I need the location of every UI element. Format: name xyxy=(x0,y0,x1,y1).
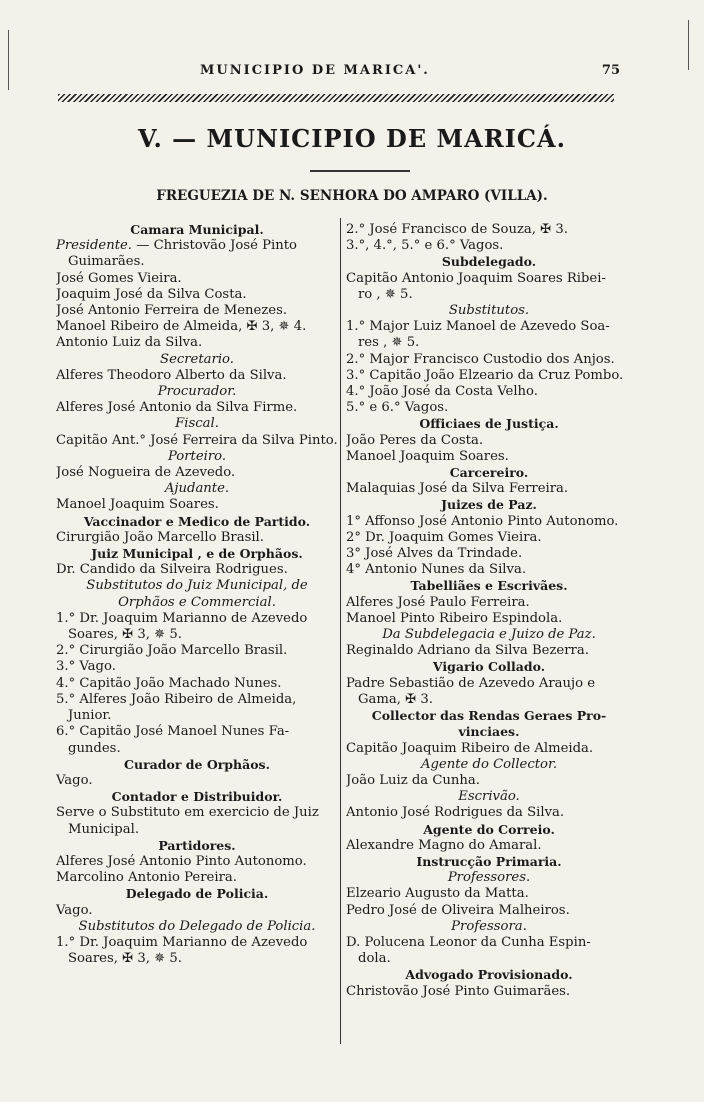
entry-continuation: res , ✵ 5. xyxy=(358,335,420,351)
entry-line: 1.° Dr. Joaquim Marianno de Azevedo xyxy=(56,934,308,950)
section-heading: Subdelegado. xyxy=(441,254,537,270)
entry-line: Elzeario Augusto da Matta. xyxy=(346,886,529,902)
entry-text: — Christovão José Pinto xyxy=(132,238,297,254)
entry-line: Capitão Joaquim Ribeiro de Almeida. xyxy=(346,740,594,756)
section-heading: Vaccinador e Medico de Partido. xyxy=(83,513,311,529)
entry-line: 2.° Major Francisco Custodio dos Anjos. xyxy=(346,351,615,367)
entry-line: Alferes José Paulo Ferreira. xyxy=(346,594,530,610)
role-subheading: Fiscal. xyxy=(175,416,219,432)
entry-line xyxy=(56,238,338,254)
entry-line: 4° Antonio Nunes da Silva. xyxy=(346,562,527,578)
entry-line: Manoel Joaquim Soares. xyxy=(346,448,509,464)
entry-line: Capitão Ant.° José Ferreira da Silva Pinto. xyxy=(56,432,338,448)
entry-line: 4.° João José da Costa Velho. xyxy=(346,384,538,400)
entry-line: Antonio José Rodrigues da Silva. xyxy=(346,805,565,821)
section-heading: Advogado Provisionado. xyxy=(405,967,573,983)
entry-line: Alexandre Magno do Amaral. xyxy=(346,837,542,853)
entry-continuation: Guimarães. xyxy=(68,254,145,270)
entry-line: 6.° Capitão José Manoel Nunes Fa- xyxy=(56,724,290,740)
section-heading: Instrucção Primaria. xyxy=(416,853,562,869)
entry-continuation: Soares, ✠ 3, ✵ 5. xyxy=(68,627,182,643)
section-heading: Camara Municipal. xyxy=(130,222,264,237)
entry-continuation: gundes. xyxy=(68,740,121,756)
parish-title: FREGUEZIA DE N. SENHORA DO AMPARO (VILLA). xyxy=(156,188,548,204)
entry-label: Presidente. xyxy=(56,238,133,254)
entry-line: Serve o Substituto em exercicio de Juiz xyxy=(56,805,319,821)
entry-line: Joaquim José da Silva Costa. xyxy=(56,286,247,302)
role-subheading: Secretario. xyxy=(160,351,234,367)
entry-line: 3° José Alves da Trindade. xyxy=(346,546,523,562)
entry-line: José Gomes Vieira. xyxy=(56,270,182,286)
entry-line: 2.° José Francisco de Souza, ✠ 3. xyxy=(346,222,568,237)
section-heading: Collector das Rendas Geraes Pro- xyxy=(371,708,607,724)
role-subheading: Substitutos do Juiz Municipal, de xyxy=(86,578,308,594)
entry-line: José Antonio Ferreira de Menezes. xyxy=(56,303,288,319)
section-heading: Contador e Distribuidor. xyxy=(111,789,283,805)
right-column xyxy=(346,222,632,1000)
role-subheading: Porteiro. xyxy=(167,448,227,464)
entry-line: Manoel Joaquim Soares. xyxy=(56,497,219,513)
section-heading: Agente do Correio. xyxy=(423,821,555,837)
column-divider xyxy=(340,218,341,1044)
section-heading: Curador de Orphãos. xyxy=(124,756,270,772)
entry-line: 4.° Capitão João Machado Nunes. xyxy=(56,675,282,691)
entry-line: Alferes Theodoro Alberto da Silva. xyxy=(56,367,287,383)
entry-line: D. Polucena Leonor da Cunha Espin- xyxy=(346,934,591,950)
role-subheading: Procurador. xyxy=(157,384,237,400)
entry-line: Capitão Antonio Joaquim Soares Ribei- xyxy=(346,270,606,286)
section-heading: Carcereiro. xyxy=(449,465,529,481)
section-heading: Juiz Municipal , e de Orphãos. xyxy=(91,546,303,562)
entry-line: João Luiz da Cunha. xyxy=(346,772,480,788)
entry-line: 1.° Dr. Joaquim Marianno de Azevedo xyxy=(56,610,308,626)
entry-continuation: dola. xyxy=(358,951,391,967)
entry-line: 5.° Alferes João Ribeiro de Almeida, xyxy=(56,691,297,707)
section-heading: Officiaes de Justiça. xyxy=(419,416,559,432)
entry-line: Christovão José Pinto Guimarães. xyxy=(346,983,571,999)
entry-continuation: Gama, ✠ 3. xyxy=(358,691,433,707)
entry-line: Pedro José de Oliveira Malheiros. xyxy=(346,902,570,918)
entry-line: Manoel Ribeiro de Almeida, ✠ 3, ✵ 4. xyxy=(56,319,307,335)
entry-line: 1.° Major Luiz Manoel de Azevedo Soa- xyxy=(346,319,610,335)
section-underline xyxy=(310,170,410,172)
entry-line: Marcolino Antonio Pereira. xyxy=(56,870,237,886)
entry-continuation: ro , ✵ 5. xyxy=(358,286,413,302)
entry-continuation: Municipal. xyxy=(68,821,140,837)
role-subheading: Professores. xyxy=(447,870,531,886)
entry-line: 1° Affonso José Antonio Pinto Autonomo. xyxy=(346,513,619,529)
entry-line: Vago. xyxy=(56,902,93,918)
section-heading: Vigario Collado. xyxy=(432,659,546,675)
entry-line: Alferes José Antonio da Silva Firme. xyxy=(56,400,298,416)
entry-line: Reginaldo Adriano da Silva Bezerra. xyxy=(346,643,589,659)
role-subheading: Agente do Collector. xyxy=(420,756,558,772)
margin-mark xyxy=(688,20,689,70)
role-subheading: Escrivão. xyxy=(458,789,520,805)
running-head xyxy=(60,63,620,83)
entry-line: Dr. Candido da Silveira Rodrigues. xyxy=(56,562,288,578)
section-heading: Delegado de Policia. xyxy=(125,886,269,902)
role-subheading: Professora. xyxy=(451,918,527,934)
role-subheading: Ajudante. xyxy=(164,481,230,497)
entry-continuation: Soares, ✠ 3, ✵ 5. xyxy=(68,951,182,967)
role-subheading: Da Subdelegacia e Juizo de Paz. xyxy=(382,627,596,643)
entry-line: 2° Dr. Joaquim Gomes Vieira. xyxy=(346,529,542,545)
entry-line: Malaquias José da Silva Ferreira. xyxy=(346,481,569,497)
section-heading: Juizes de Paz. xyxy=(441,497,537,513)
entry-line: Padre Sebastião de Azevedo Araujo e xyxy=(346,675,596,691)
section-heading: Tabelliães e Escrivães. xyxy=(410,578,568,594)
decorative-rule xyxy=(58,94,614,102)
section-heading: vinciaes. xyxy=(458,724,520,740)
entry-line: Manoel Pinto Ribeiro Espindola. xyxy=(346,610,563,626)
entry-line: 3.°, 4.°, 5.° e 6.° Vagos. xyxy=(346,238,504,254)
left-column xyxy=(56,222,338,967)
role-subheading: Substitutos. xyxy=(448,303,530,319)
role-subheading: Substitutos do Delegado de Policia. xyxy=(78,918,316,934)
running-head-title: MUNICIPIO DE MARICA'. xyxy=(200,63,430,78)
entry-line: Antonio Luiz da Silva. xyxy=(56,335,203,351)
entry-line: João Peres da Costa. xyxy=(346,432,484,448)
entry-line: 3.° Capitão João Elzeario da Cruz Pombo. xyxy=(346,367,624,383)
entry-line: Vago. xyxy=(56,772,93,788)
entry-line: 2.° Cirurgião João Marcello Brasil. xyxy=(56,643,288,659)
page-number: 75 xyxy=(601,63,620,78)
section-title: V. — MUNICIPIO DE MARICÁ. xyxy=(138,124,566,153)
entry-line: 3.° Vago. xyxy=(56,659,116,675)
section-heading: Partidores. xyxy=(158,837,236,853)
entry-line: Alferes José Antonio Pinto Autonomo. xyxy=(56,853,307,869)
entry-line: José Nogueira de Azevedo. xyxy=(56,465,236,481)
entry-continuation: Junior. xyxy=(68,708,112,724)
entry-line: Cirurgião João Marcello Brasil. xyxy=(56,529,264,545)
margin-mark xyxy=(8,30,9,90)
entry-line: 5.° e 6.° Vagos. xyxy=(346,400,449,416)
role-subheading: Orphãos e Commercial. xyxy=(118,594,276,610)
